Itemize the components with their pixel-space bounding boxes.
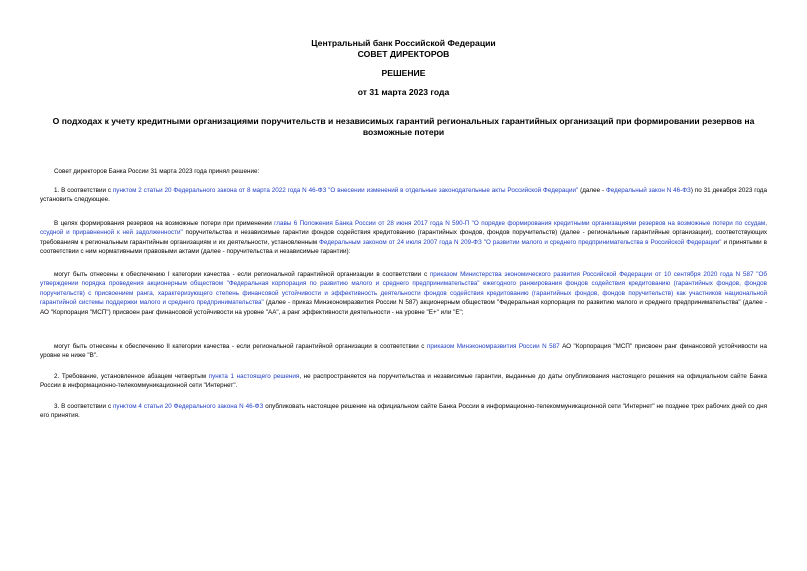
order-587-link[interactable]: приказом Министерства экономического развития Российской Федерации от 10 сентября 2020 года N 587 "Об утверждении порядка проведения акционерным обществом "Федеральная корпорация по развитию малого и среднего предпринимательства" ежегодного ранжирования фондов содействия кредитованию (гарантийных фондов, фондов поручительств) с присвоением ранга, характеризующего степень финансовой устойчивости и эффективность деятельности фондов содействия кредитованию (гарантийных фондов, фондов поручительств) как участников национальной гарантийной системы поддержки малого и среднего предпринимательства" bbox=[40, 271, 767, 307]
doc-type: РЕШЕНИЕ bbox=[381, 68, 426, 78]
law-46fz-link[interactable]: пунктом 2 статьи 20 Федерального закона от 8 марта 2022 года N 46-ФЗ "О внесении изменений в отдельные законодательные акты Российской Федерации" bbox=[112, 187, 579, 194]
law-46fz-short-link[interactable]: Федеральный закон N 46-ФЗ bbox=[605, 187, 691, 194]
order-587-short-link[interactable]: приказом Минэкономразвития России N 587 bbox=[426, 343, 560, 350]
paragraph-1: 1. В соответствии с пунктом 2 статьи 20 Федерального закона от 8 марта 2022 года N 46-ФЗ "О внесении изменений в отдельные законодательные акты Российской Федерации" (далее - Федеральный закон N 46-ФЗ) по 31 декабря 2023 года установить следующее. bbox=[40, 187, 767, 204]
law-209fz-link[interactable]: Федеральным законом от 24 июля 2007 года N 209-ФЗ "О развитии малого и среднего предпринимательства в Российской Федерации" bbox=[319, 238, 722, 246]
org-name: Центральный банк Российской Федерации bbox=[311, 38, 496, 48]
document-title: О подходах к учету кредитными организациями поручительств и независимых гарантий региональных гарантийных организаций при формировании резервов на возможные потери bbox=[52, 116, 755, 137]
paragraph-2: В целях формирования резервов на возможные потери при применении главы 6 Положения Банка России от 28 июня 2017 года N 590-П "О порядке формирования кредитными организациями резервов на возможные потери по ссудам, ссудной и приравненной к ней задолженности" поручительства и независимые гарантии фондов содействия кредитованию (гарантийных фондов, фондов поручительств) (далее - региональные гарантийные организации), соответствующих требованиям к региональным гарантийным организациям и их деятельности, установленным Федеральным законом от 24 июля 2007 года N 209-ФЗ "О развитии малого и среднего предпринимательства в Российской Федерации" и принятыми в соответствии с ним нормативными правовыми актами (далее - поручительства и независимые гарантии): bbox=[40, 220, 767, 256]
regulation-590p-link[interactable]: главы 6 Положения Банка России от 28 июня 2017 года N 590-П "О порядке формирования кредитными организациями резервов на возможные потери по ссудам, ссудной и приравненной к ней задолженности" bbox=[40, 220, 767, 237]
paragraph-4: могут быть отнесены к обеспечению II категории качества - если региональной гарантийной организации в соответствии с приказом Минэкономразвития России N 587 АО "Корпорация "МСП" присвоен ранг финансовой устойчивости на уровне не ниже "В". bbox=[40, 343, 767, 360]
board-name: СОВЕТ ДИРЕКТОРОВ bbox=[357, 49, 450, 59]
paragraph-intro: Совет директоров Банка России 31 марта 2023 года принял решение: bbox=[54, 168, 260, 175]
paragraph-6: 3. В соответствии с пунктом 4 статьи 20 Федерального закона N 46-ФЗ опубликовать настоящее решение на официальном сайте Банка России в информационно-телекоммуникационной сети "Интернет" не позднее трех рабочих дней со дня его принятия. bbox=[40, 403, 767, 420]
law-46fz-art20-link[interactable]: пунктом 4 статьи 20 Федерального закона N 46-ФЗ bbox=[113, 403, 264, 410]
point-1-link[interactable]: пункта 1 настоящего решения bbox=[208, 373, 300, 380]
doc-date: от 31 марта 2023 года bbox=[357, 87, 450, 97]
paragraph-3: могут быть отнесены к обеспечению I категории качества - если региональной гарантийной организации в соответствии с приказом Министерства экономического развития Российской Федерации от 10 сентября 2020 года N 587 "Об утверждении порядка проведения акционерным обществом "Федеральная корпорация по развитию малого и среднего предпринимательства" ежегодного ранжирования фондов содействия кредитованию (гарантийных фондов, фондов поручительств) с присвоением ранга, характеризующего степень финансовой устойчивости и эффективность деятельности фондов содействия кредитованию (гарантийных фондов, фондов поручительств) как участников национальной гарантийной системы поддержки малого и среднего предпринимательства" (далее - приказ Минэкономразвития России N 587) акционерным обществом "Федеральная корпорация по развитию малого и среднего предпринимательства" (далее - АО "Корпорация "МСП") присвоен ранг финансовой устойчивости на уровне "АА", а ранг эффективности деятельности - на уровне "Е+" или "Е"; bbox=[40, 271, 767, 316]
paragraph-5: 2. Требование, установленное абзацем четвертым пункта 1 настоящего решения, не распространяется на поручительства и независимые гарантии, выданные до даты опубликования настоящего решения на официальном сайте Банка России в информационно-телекоммуникационной сети "Интернет". bbox=[40, 373, 767, 390]
